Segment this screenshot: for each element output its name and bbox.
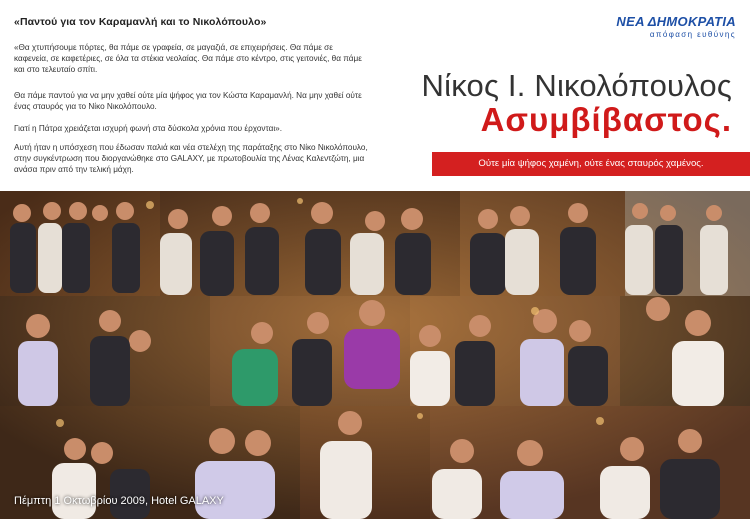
- candidate-tagline: Ασυμβίβαστος.: [480, 101, 732, 138]
- paragraph-1: «Θα χτυπήσουμε πόρτες, θα πάμε σε γραφεία, σε μαγαζιά, σε επιχειρήσεις. Θα πάμε σε καφενεία, σε καφετέριες, σε όλα τα στέκια νεολαίας. Θα πάμε στο κέντρο, στις γειτονιές, θα πάμε και στο τελευταίο σπίτι.: [14, 43, 362, 75]
- party-logo: [596, 14, 736, 39]
- slogan-banner: Ούτε μία ψήφος χαμένη, ούτε ένας σταυρός χαμένος.: [432, 152, 750, 176]
- event-caption: Πέμπτη 1 Οκτωβρίου 2009, Hotel GALAXY: [14, 495, 224, 507]
- paragraph-4: Αυτή ήταν η υπόσχεση που έδωσαν παλιά και νέα στελέχη της παράταξης στο Νίκο Νικολόπουλο, στην συγκέντρωση που διοργανώθηκε στο GALAXY, με πρωτοβουλία της Λένας Καλεντζώτη, μια ανάσα πριν από την τελική μάχη.: [14, 143, 368, 175]
- quote-title: «Παντού για τον Καραμανλή και το Νικολόπουλο»: [14, 16, 267, 28]
- paragraph-3: Γιατί η Πάτρα χρειάζεται ισχυρή φωνή στα δύσκολα χρόνια που έρχονται».: [14, 124, 282, 133]
- photo-collage-image: [0, 191, 750, 519]
- candidate-name: Νίκος Ι. Νικολόπουλος: [421, 68, 732, 103]
- logo-main-text: ΝΕΑ ΔΗΜΟΚΡΑΤΙΑ: [616, 14, 736, 29]
- paragraph-2: Θα πάμε παντού για να μην χαθεί ούτε μία ψήφος για τον Κώστα Καραμανλή. Να μην χαθεί ούτε ένας σταυρός για το Νίκο Νικολόπουλο.: [14, 91, 362, 112]
- logo-slogan: απόφαση ευθύνης: [649, 30, 736, 39]
- event-photo-collage: [0, 191, 750, 519]
